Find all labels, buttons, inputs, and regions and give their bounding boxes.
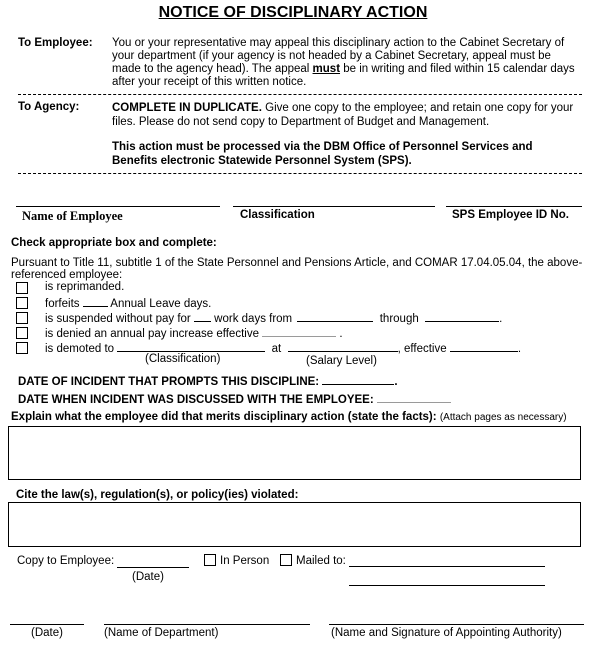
incident-date-row: DATE OF INCIDENT THAT PROMPTS THIS DISCIPLINE: . [18,376,398,388]
sps-processing-note: This action must be processed via the DBM Office of Personnel Services and Benefits electronic Statewide Personnel System (SPS). [112,141,533,167]
must-emphasis: must [312,63,341,75]
sps-id-caption: SPS Employee ID No. [452,209,569,221]
suspension-from-blank[interactable] [297,311,373,322]
classification-caption: Classification [240,209,315,221]
in-person-checkbox[interactable] [204,554,216,566]
suspension-days-blank[interactable] [194,311,211,322]
to-employee-label: To Employee: [18,37,93,49]
agency-instructions: COMPLETE IN DUPLICATE. Give one copy to the employee; and retain one copy for your files. Please do not send copy to Department of Budget and Management. [112,102,574,128]
employee-name-caption: Name of Employee [22,209,123,223]
dashed-divider [18,173,582,174]
to-agency-label: To Agency: [18,101,80,113]
copy-date-caption: (Date) [132,571,164,583]
discussed-date-row: DATE WHEN INCIDENT WAS DISCUSSED WITH THE EMPLOYEE: [18,392,451,407]
denied-effective-blank[interactable] [262,326,336,337]
discussed-date-blank[interactable] [377,392,451,403]
employee-name-line[interactable] [16,206,220,207]
dashed-divider [18,94,582,95]
cite-textbox[interactable] [8,502,581,547]
mailed-to-label: Mailed to: [296,555,346,567]
classification-sub-caption: (Classification) [145,353,221,365]
explain-textbox[interactable] [8,426,581,480]
sps-id-line[interactable] [446,206,582,207]
authority-caption: (Name and Signature of Appointing Authority) [331,627,562,639]
incident-date-blank[interactable] [322,374,394,385]
demoted-checkbox[interactable] [16,342,28,354]
employee-appeal-text: You or your representative may appeal this disciplinary action to the Cabinet Secretary of your department (if your agency is not headed by a Cabinet Secretary, appeal must be made to the agency head). The appeal must be in writing and filed within 15 calendar days after your receipt of this written notice. [112,37,575,88]
suspension-through-blank[interactable] [425,311,499,322]
authority-signature-line[interactable] [329,624,584,625]
department-line[interactable] [104,624,310,625]
check-heading: Check appropriate box and complete: [11,237,217,249]
signature-date-caption: (Date) [31,627,63,639]
demoted-option: is demoted to at , effective . [45,343,522,355]
cite-label: Cite the law(s), regulation(s), or policy(ies) violated: [16,489,299,501]
suspended-checkbox[interactable] [16,312,28,324]
in-person-label: In Person [220,555,270,567]
leave-days-blank[interactable] [83,296,108,307]
copy-date-line[interactable] [117,567,189,568]
demoted-salary-blank[interactable] [288,341,398,352]
classification-line[interactable] [233,206,435,207]
reprimanded-option: is reprimanded. [45,281,125,293]
mail-address-line-2[interactable] [349,585,545,586]
mailed-to-checkbox[interactable] [280,554,292,566]
denied-increase-checkbox[interactable] [16,327,28,339]
denied-increase-option: is denied an annual pay increase effective . [45,328,343,340]
pursuant-text: Pursuant to Title 11, subtitle 1 of the State Personnel and Pensions Article, and COMAR 17.04.05.04, the above-referenced employee: [11,257,583,281]
explain-row: Explain what the employee did that merits disciplinary action (state the facts): (Attach pages as necessary) [11,411,567,423]
signature-date-line[interactable] [10,624,84,625]
department-caption: (Name of Department) [104,627,219,639]
suspended-option: is suspended without pay for work days from through . [45,313,503,325]
demoted-classification-blank[interactable] [117,341,265,352]
forfeits-option: forfeits Annual Leave days. [45,298,212,310]
forfeits-checkbox[interactable] [16,297,28,309]
demoted-effective-blank[interactable] [450,341,518,352]
page-title: NOTICE OF DISCIPLINARY ACTION [158,4,428,21]
salary-level-caption: (Salary Level) [306,355,377,367]
mail-address-line-1[interactable] [349,566,545,567]
reprimanded-checkbox[interactable] [16,282,28,294]
copy-to-employee-label: Copy to Employee: [17,555,115,567]
